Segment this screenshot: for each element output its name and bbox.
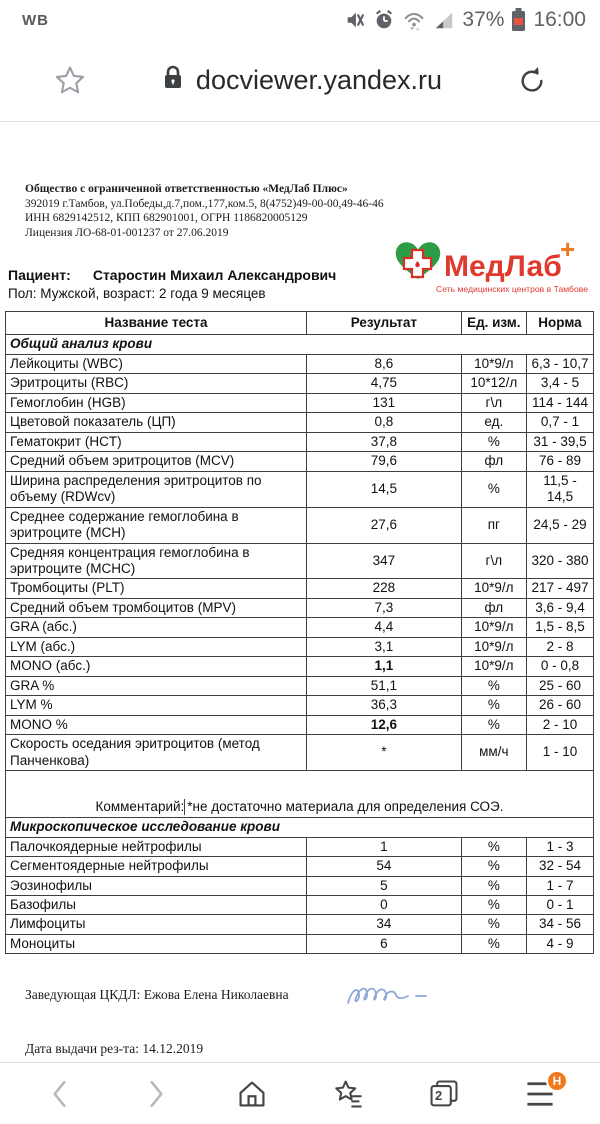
cell-name: MONO (абс.) — [6, 657, 307, 676]
table-row — [6, 876, 594, 895]
cell-unit: 10*9/л — [461, 354, 526, 373]
patient-details: Пол: Мужской, возраст: 2 года 9 месяцев — [8, 285, 266, 301]
org-header — [25, 182, 385, 241]
org-license: Лицензия ЛО-68-01-001237 от 27.06.2019 — [25, 227, 229, 240]
cell-result: 79,6 — [307, 452, 462, 471]
alarm-icon — [373, 9, 395, 31]
patient-label: Пациент: — [8, 266, 71, 283]
cell-result: 51,1 — [307, 676, 462, 695]
cell-name: GRA (абс.) — [6, 618, 307, 637]
logo-plus-text: + — [560, 234, 576, 264]
header-result: Результат — [307, 311, 462, 334]
cell-unit: 10*9/л — [461, 618, 526, 637]
cell-unit: % — [461, 934, 526, 953]
table-row — [6, 837, 594, 856]
cell-unit: фл — [461, 598, 526, 617]
table-row — [6, 374, 594, 393]
address-field[interactable] — [162, 65, 442, 96]
table-row — [6, 598, 594, 617]
table-row — [6, 543, 594, 579]
cell-norm: 0,7 - 1 — [526, 413, 593, 432]
cell-result: 12,6 — [307, 715, 462, 734]
cell-name: Эозинофилы — [6, 876, 307, 895]
comment-label: Комментарий: — [95, 798, 185, 814]
cell-unit: г\л — [461, 393, 526, 412]
logo-tagline: Сеть медицинских центров в Тамбове — [436, 284, 588, 294]
cell-name: Гематокрит (HCT) — [6, 432, 307, 451]
cell-name: Средний объем эритроцитов (MCV) — [6, 452, 307, 471]
patient-name: Старостин Михаил Александрович — [92, 266, 337, 283]
table-row — [6, 432, 594, 451]
cell-norm: 76 - 89 — [526, 452, 593, 471]
cell-result: 14,5 — [307, 471, 462, 507]
table-row — [6, 452, 594, 471]
cell-norm: 320 - 380 — [526, 543, 593, 579]
cell-result: * — [307, 735, 462, 771]
org-address: 392019 г.Тамбов, ул.Победы,д.7,пом.,177,ком.5, 8(4752)49-00-00,49-46-46 — [25, 197, 384, 210]
cell-unit: % — [461, 696, 526, 715]
menu-button[interactable] — [518, 1072, 562, 1116]
cell-result: 347 — [307, 543, 462, 579]
cell-norm: 3,4 - 5 — [526, 374, 593, 393]
cell-norm: 4 - 9 — [526, 934, 593, 953]
medlab-logo — [392, 234, 588, 306]
table-row — [6, 637, 594, 656]
table-row — [6, 393, 594, 412]
cell-name: Сегментоядерные нейтрофилы — [6, 857, 307, 876]
cell-norm: 114 - 144 — [526, 393, 593, 412]
cell-norm: 2 - 10 — [526, 715, 593, 734]
table-row — [6, 471, 594, 507]
clock-label: 16:00 — [533, 8, 586, 31]
cell-result: 131 — [307, 393, 462, 412]
cell-name: Гемоглобин (HGB) — [6, 393, 307, 412]
table-row — [6, 915, 594, 934]
header-norm: Норма — [526, 311, 593, 334]
cell-name: Базофилы — [6, 895, 307, 914]
url-bar — [0, 40, 600, 122]
cell-norm: 31 - 39,5 — [526, 432, 593, 451]
battery-percent: 37% — [462, 8, 505, 31]
lab-head-line: Заведующая ЦКДЛ: Ежова Елена Николаевна — [25, 987, 289, 1002]
tabs-button[interactable] — [422, 1072, 466, 1116]
issue-date-line: Дата выдачи рез-та: 14.12.2019 — [25, 1041, 204, 1056]
cell-result: 36,3 — [307, 696, 462, 715]
table-row — [6, 413, 594, 432]
cell-result: 54 — [307, 857, 462, 876]
cell-name: Эритроциты (RBC) — [6, 374, 307, 393]
cell-norm: 26 - 60 — [526, 696, 593, 715]
cell-name: LYM % — [6, 696, 307, 715]
lock-icon — [162, 65, 184, 96]
cell-name: Скорость оседания эритроцитов (метод Панченкова) — [6, 735, 307, 771]
comment-text: *не достаточно материала для определения СОЭ. — [184, 799, 503, 815]
cell-unit: мм/ч — [461, 735, 526, 771]
cell-norm: 0 - 0,8 — [526, 657, 593, 676]
table-row — [6, 657, 594, 676]
cell-norm: 0 - 1 — [526, 895, 593, 914]
bookmark-star-icon[interactable] — [52, 63, 88, 99]
cell-result: 1,1 — [307, 657, 462, 676]
cell-result: 27,6 — [307, 507, 462, 543]
cell-name: GRA % — [6, 676, 307, 695]
org-name: Общество с ограниченной ответственностью «МедЛаб Плюс» — [25, 183, 348, 195]
cell-unit: % — [461, 715, 526, 734]
section-cbc-title: Общий анализ крови — [6, 335, 594, 354]
cell-name: Средняя концентрация гемоглобина в эритроците (MCHC) — [6, 543, 307, 579]
cell-unit: фл — [461, 452, 526, 471]
spacer-row — [6, 771, 594, 797]
results-table — [5, 311, 594, 955]
cell-result: 3,1 — [307, 637, 462, 656]
battery-icon — [511, 8, 526, 32]
cell-norm: 3,6 - 9,4 — [526, 598, 593, 617]
cell-result: 7,3 — [307, 598, 462, 617]
forward-button[interactable] — [134, 1072, 178, 1116]
cell-norm: 11,5 - 14,5 — [526, 471, 593, 507]
cell-unit: 10*9/л — [461, 637, 526, 656]
cell-result: 6 — [307, 934, 462, 953]
cell-result: 0,8 — [307, 413, 462, 432]
table-header-row — [6, 311, 594, 334]
cell-unit: % — [461, 837, 526, 856]
table-row — [6, 857, 594, 876]
cell-name: Среднее содержание гемоглобина в эритроците (MCH) — [6, 507, 307, 543]
logo-brand-text: МедЛаб — [444, 250, 562, 283]
cell-unit: % — [461, 432, 526, 451]
table-row — [6, 715, 594, 734]
home-button[interactable] — [230, 1072, 274, 1116]
status-bar — [0, 0, 600, 40]
cell-result: 0 — [307, 895, 462, 914]
cell-norm: 25 - 60 — [526, 676, 593, 695]
table-row — [6, 696, 594, 715]
cell-unit: пг — [461, 507, 526, 543]
cell-unit: % — [461, 471, 526, 507]
org-inn: ИНН 6829142512, КПП 682901001, ОГРН 1186820005129 — [25, 212, 308, 225]
cell-name: Ширина распределения эритроцитов по объему (RDWcv) — [6, 471, 307, 507]
cell-norm: 217 - 497 — [526, 579, 593, 598]
wifi-icon — [402, 9, 426, 31]
table-row — [6, 934, 594, 953]
mute-icon — [344, 9, 366, 31]
cell-norm: 24,5 - 29 — [526, 507, 593, 543]
signal-icon — [433, 9, 455, 31]
cell-unit: г\л — [461, 543, 526, 579]
browser-nav-bar — [0, 1062, 600, 1124]
header-unit: Ед. изм. — [461, 311, 526, 334]
tabs-count: 2 — [435, 1087, 443, 1103]
cell-result: 34 — [307, 915, 462, 934]
table-row — [6, 735, 594, 771]
header-test-name: Название теста — [6, 311, 307, 334]
section-microscopy-title: Микроскопическое исследование крови — [6, 818, 594, 837]
back-button[interactable] — [38, 1072, 82, 1116]
cell-result: 37,8 — [307, 432, 462, 451]
signature-handwriting — [344, 981, 444, 1015]
cell-norm: 1 - 10 — [526, 735, 593, 771]
menu-badge: H — [546, 1070, 568, 1092]
cell-name: MONO % — [6, 715, 307, 734]
cell-unit: 10*12/л — [461, 374, 526, 393]
bookmarks-button[interactable] — [326, 1072, 370, 1116]
cell-name: Цветовой показатель (ЦП) — [6, 413, 307, 432]
cell-unit: % — [461, 895, 526, 914]
cbc-rows — [6, 354, 594, 770]
table-row — [6, 579, 594, 598]
comment-row — [6, 797, 594, 818]
cell-norm: 2 - 8 — [526, 637, 593, 656]
table-row — [6, 507, 594, 543]
carrier-label: WB — [22, 11, 49, 29]
cell-norm: 1,5 - 8,5 — [526, 618, 593, 637]
cell-name: Моноциты — [6, 934, 307, 953]
microscopy-rows — [6, 837, 594, 954]
cell-unit: 10*9/л — [461, 579, 526, 598]
cell-result: 4,4 — [307, 618, 462, 637]
cell-result: 5 — [307, 876, 462, 895]
cell-result: 228 — [307, 579, 462, 598]
cell-name: Лейкоциты (WBC) — [6, 354, 307, 373]
cell-norm: 32 - 54 — [526, 857, 593, 876]
cell-norm: 34 - 56 — [526, 915, 593, 934]
cell-unit: % — [461, 857, 526, 876]
section-cbc — [6, 335, 594, 354]
section-microscopy — [6, 818, 594, 837]
cell-name: Лимфоциты — [6, 915, 307, 934]
table-row — [6, 676, 594, 695]
cell-name: Палочкоядерные нейтрофилы — [6, 837, 307, 856]
cell-result: 1 — [307, 837, 462, 856]
table-row — [6, 895, 594, 914]
document-footer — [25, 987, 444, 1057]
table-row — [6, 618, 594, 637]
cell-norm: 1 - 7 — [526, 876, 593, 895]
cell-result: 4,75 — [307, 374, 462, 393]
cell-norm: 6,3 - 10,7 — [526, 354, 593, 373]
cell-result: 8,6 — [307, 354, 462, 373]
cell-name: Тромбоциты (PLT) — [6, 579, 307, 598]
document-viewer — [0, 182, 600, 1062]
cell-unit: 10*9/л — [461, 657, 526, 676]
cell-unit: % — [461, 915, 526, 934]
cell-unit: % — [461, 676, 526, 695]
table-row — [6, 354, 594, 373]
cell-norm: 1 - 3 — [526, 837, 593, 856]
cell-unit: ед. — [461, 413, 526, 432]
cell-name: LYM (абс.) — [6, 637, 307, 656]
refresh-icon[interactable] — [516, 65, 548, 97]
url-text: docviewer.yandex.ru — [195, 65, 443, 95]
cell-name: Средний объем тромбоцитов (MPV) — [6, 598, 307, 617]
cell-unit: % — [461, 876, 526, 895]
